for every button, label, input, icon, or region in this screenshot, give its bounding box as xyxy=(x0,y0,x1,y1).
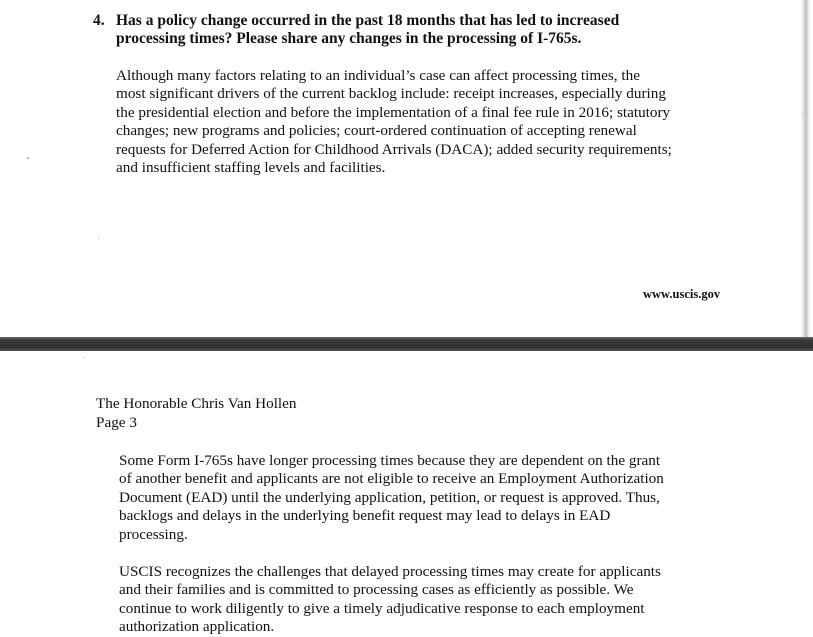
page-edge-shadow xyxy=(800,0,813,337)
scan-speck xyxy=(802,113,803,114)
letter-header xyxy=(96,395,297,432)
scan-speck xyxy=(98,238,99,239)
paragraph-line: of another benefit and applicants are not eligible to receive an Employment Authorization xyxy=(119,470,664,488)
answer-line: requests for Deferred Action for Childhood Arrivals (DACA); added security requirements; xyxy=(116,140,672,158)
paragraph-line: Document (EAD) until the underlying application, petition, or request is approved. Thus, xyxy=(119,488,660,506)
page-number: Page 3 xyxy=(96,413,137,431)
paragraph-line: authorization application. xyxy=(119,618,275,636)
answer-paragraph xyxy=(116,67,726,177)
answer-line: changes; new programs and policies; court-ordered continuation of accepting renewal xyxy=(116,122,637,140)
scan-speck xyxy=(84,357,85,358)
paragraph-line: continue to work diligently to give a timely adjudicative response to each employment xyxy=(119,599,645,617)
answer-line: and insufficient staffing levels and facilities. xyxy=(116,159,386,177)
scan-speck xyxy=(27,157,29,159)
paragraph-line: and their families and is committed to processing cases as efficiently as possible. We xyxy=(119,581,634,599)
question-line: Has a policy change occurred in the past 18 months that has led to increased xyxy=(116,12,620,29)
paragraph-line: processing. xyxy=(119,525,188,543)
answer-line: most significant drivers of the current backlog include: receipt increases, especially during xyxy=(116,85,666,103)
page-divider xyxy=(0,337,813,351)
paragraph-line: Some Form I-765s have longer processing times because they are dependent on the grant xyxy=(119,452,661,469)
body-paragraph-2 xyxy=(119,563,719,637)
answer-line: Although many factors relating to an individual’s case can affect processing times, the xyxy=(116,67,640,84)
footer-website: www.uscis.gov xyxy=(643,287,721,301)
paragraph-line: backlogs and delays in the underlying benefit request may lead to delays in EAD xyxy=(119,507,611,525)
body-paragraph-1 xyxy=(119,452,719,544)
recipient-name: The Honorable Chris Van Hollen xyxy=(96,395,297,412)
question-line: processing times? Please share any changes in the processing of I-765s. xyxy=(116,30,582,47)
paragraph-line: USCIS recognizes the challenges that delayed processing times may create for applicants xyxy=(119,563,661,580)
question-text xyxy=(116,12,716,48)
answer-line: the presidential election and before the implementation of a final fee rule in 2016; statutory xyxy=(116,103,671,121)
question-number: 4. xyxy=(93,12,105,29)
